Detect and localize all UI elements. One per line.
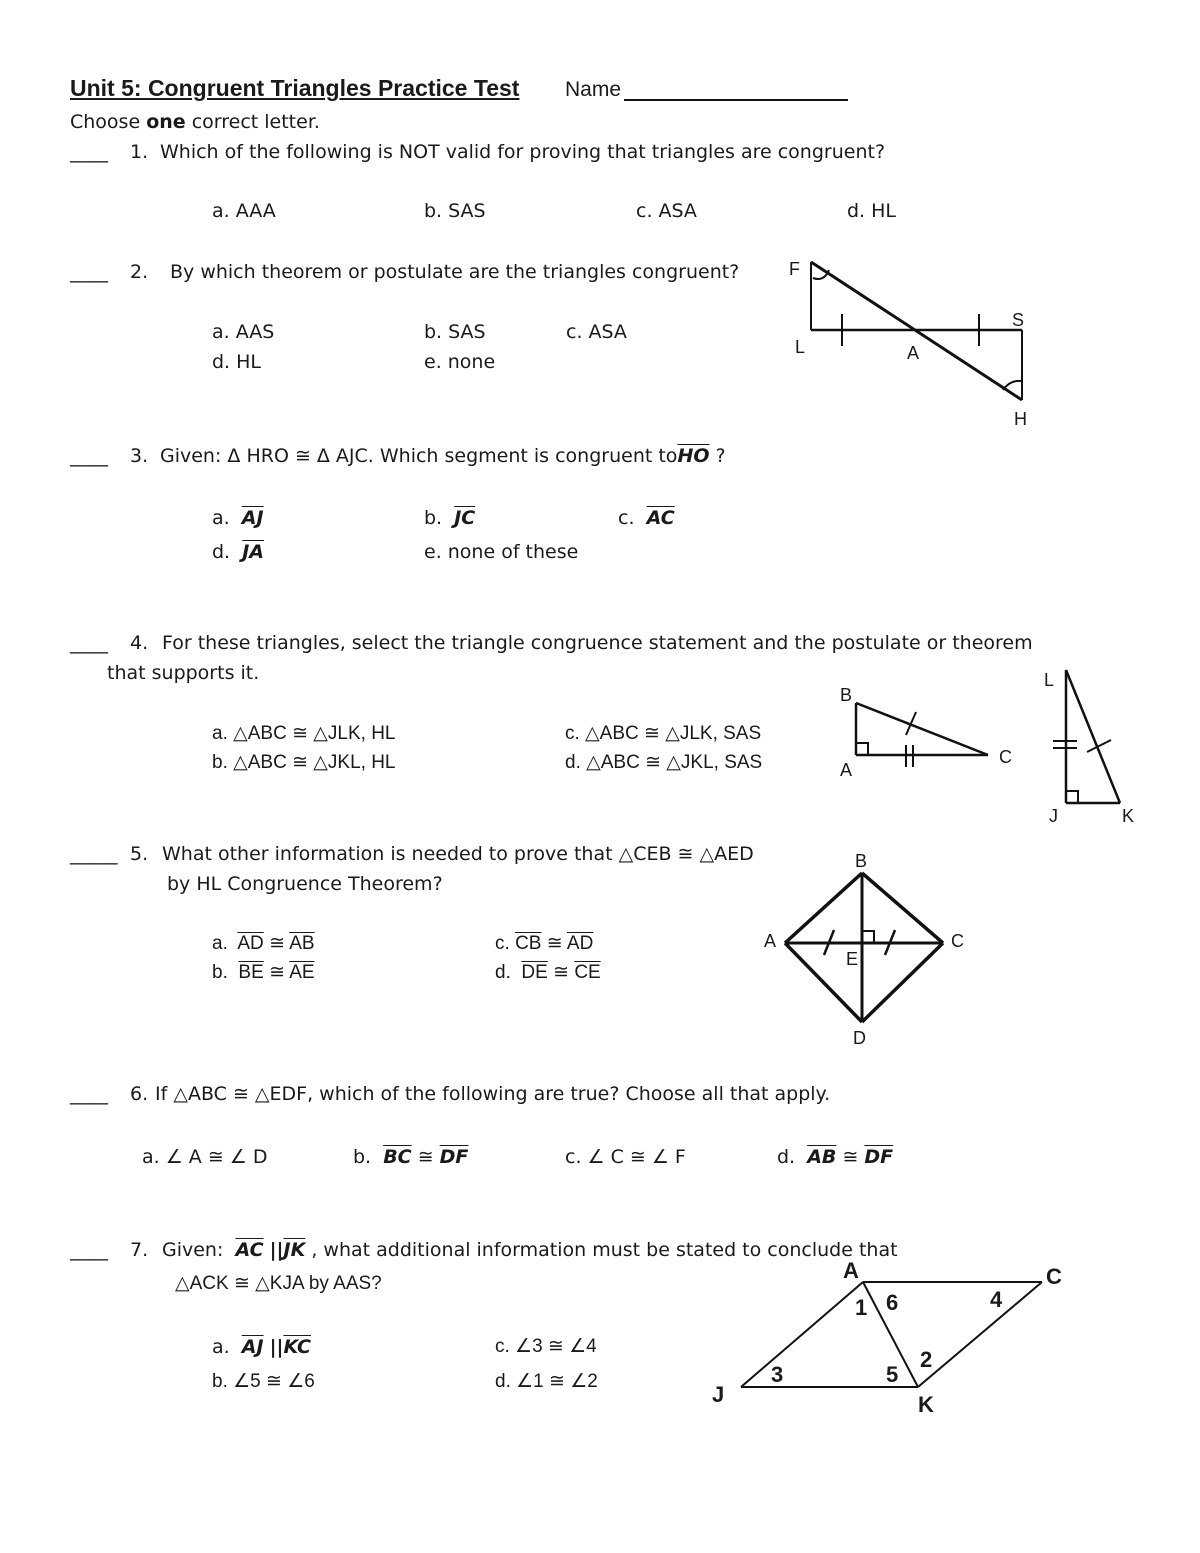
q1-option-c: c. ASA — [636, 200, 697, 222]
answer-blank-2[interactable]: ____ — [70, 261, 108, 283]
q4-option-c: c. △ABC ≅ △JLK, SAS — [565, 723, 762, 744]
q7-point-j: J — [712, 1382, 725, 1407]
q2-option-a: a. AAS — [212, 321, 275, 343]
q5-option-d: d. $\overline{DE}$ ≅ $\overline{CE}$ — [495, 962, 601, 983]
q6-text: If △ABC ≅ △EDF, which of the following are true? Choose all that apply. — [155, 1083, 831, 1105]
q4-point-k: K — [1122, 806, 1135, 826]
q6-option-b: b. $\overline{BC}$ ≅ $\overline{DF}$ — [353, 1146, 469, 1168]
q7-option-b: b. ∠5 ≅ ∠6 — [212, 1371, 315, 1392]
q5-point-b: B — [855, 851, 868, 871]
q6-number: 6. — [130, 1083, 149, 1105]
q4-point-j: J — [1049, 806, 1058, 826]
q4-point-b: B — [840, 685, 853, 705]
q2-point-h: H — [1014, 409, 1027, 429]
q4-option-b: b. △ABC ≅ △JKL, HL — [212, 752, 396, 773]
q7-option-d: d. ∠1 ≅ ∠2 — [495, 1371, 598, 1392]
q7-point-a: A — [843, 1258, 859, 1283]
q1-option-b: b. SAS — [424, 200, 486, 222]
q5-option-a: a. $\overline{AD}$ ≅ $\overline{AB}$ — [212, 933, 315, 954]
q1-text: Which of the following is NOT valid for proving that triangles are congruent? — [160, 141, 886, 163]
q7-option-c: c. ∠3 ≅ ∠4 — [495, 1336, 597, 1357]
q2-text: By which theorem or postulate are the triangles congruent? — [170, 261, 740, 283]
q5-number: 5. — [130, 843, 149, 865]
q5-text-line1: What other information is needed to prove that △CEB ≅ △AED — [162, 843, 754, 865]
q4-point-c: C — [999, 747, 1012, 767]
q5-point-c: C — [951, 931, 964, 951]
q5-point-d: D — [853, 1028, 866, 1048]
answer-blank-6[interactable]: ____ — [70, 1083, 108, 1105]
q4-point-a: A — [840, 760, 853, 780]
q2-option-d: d. HL — [212, 351, 262, 373]
q6-option-a: a. ∠ A ≅ ∠ D — [142, 1146, 268, 1168]
q5-point-e: E — [846, 949, 859, 969]
q1-option-d: d. HL — [847, 200, 897, 222]
q2-number: 2. — [130, 261, 149, 283]
instructions: Choose one correct letter. — [70, 111, 320, 133]
q7-number: 7. — [130, 1239, 149, 1261]
q2-option-c: c. ASA — [566, 321, 627, 343]
q3-option-a: a. $\overline{AJ}$ — [212, 507, 264, 529]
q7-angle-2: 2 — [920, 1347, 933, 1372]
answer-blank-5[interactable]: _____ — [70, 843, 118, 865]
q5-text-line2: by HL Congruence Theorem? — [167, 873, 443, 895]
q7-point-c: C — [1046, 1264, 1062, 1289]
q2-point-l: L — [795, 337, 806, 357]
q7-text-line2: △ACK ≅ △KJA by AAS? — [175, 1273, 382, 1294]
q7-angle-4: 4 — [990, 1287, 1003, 1312]
answer-blank-3[interactable]: ____ — [70, 445, 108, 467]
q6-option-d: d. $\overline{AB}$ ≅ $\overline{DF}$ — [777, 1146, 894, 1168]
q5-option-c: c. $\overline{CB}$ ≅ $\overline{AD}$ — [495, 933, 594, 954]
q2-point-f: F — [789, 259, 800, 279]
q4-option-d: d. △ABC ≅ △JKL, SAS — [565, 752, 763, 773]
name-label: Name — [565, 78, 622, 101]
q2-point-a: A — [907, 343, 920, 363]
q7-option-a: a. $\overline{AJ}$ $||\overline{KC}$ — [212, 1336, 311, 1358]
q3-text: Given: Δ HRO ≅ Δ AJC. Which segment is congruent $to\overline{HO}$ ? — [160, 445, 726, 467]
q1-option-a: a. AAA — [212, 200, 276, 222]
q3-option-e: e. none of these — [424, 541, 579, 563]
q7-point-k: K — [918, 1392, 934, 1417]
q7-angle-5: 5 — [886, 1362, 899, 1387]
q7-angle-1: 1 — [855, 1295, 868, 1320]
q3-option-c: c. $\overline{AC}$ — [618, 507, 675, 529]
answer-blank-4[interactable]: ____ — [70, 632, 108, 654]
q2-option-e: e. none — [424, 351, 496, 373]
q3-number: 3. — [130, 445, 149, 467]
q7-segment-aj — [741, 1282, 863, 1387]
q1-number: 1. — [130, 141, 149, 163]
q7-text-line1: Given: $\overline{AC}$ $||\overline{JK}$ , what additional information must be stated to conclude that — [162, 1239, 898, 1261]
q3-option-d: d. $\overline{JA}$ — [212, 541, 264, 563]
q4-number: 4. — [130, 632, 149, 654]
q4-text-line2: that supports it. — [107, 662, 260, 684]
q7-segment-ck — [918, 1282, 1042, 1387]
answer-blank-7[interactable]: ____ — [70, 1239, 108, 1261]
page-title: Unit 5: Congruent Triangles Practice Test — [70, 75, 520, 101]
q2-point-s: S — [1012, 310, 1025, 330]
q2-option-b: b. SAS — [424, 321, 486, 343]
q4-option-a: a. △ABC ≅ △JLK, HL — [212, 723, 396, 744]
q4-point-l: L — [1044, 670, 1055, 690]
q3-option-b: b. $\overline{JC}$ — [424, 507, 476, 529]
q5-option-b: b. $\overline{BE}$ ≅ $\overline{AE}$ — [212, 962, 315, 983]
answer-blank-1[interactable]: ____ — [70, 141, 108, 163]
q7-angle-6: 6 — [886, 1290, 899, 1315]
q5-point-a: A — [764, 931, 777, 951]
q6-option-c: c. ∠ C ≅ ∠ F — [565, 1146, 686, 1168]
q7-angle-3: 3 — [771, 1362, 784, 1387]
q4-text-line1: For these triangles, select the triangle congruence statement and the postulate or theorem — [162, 632, 1033, 654]
